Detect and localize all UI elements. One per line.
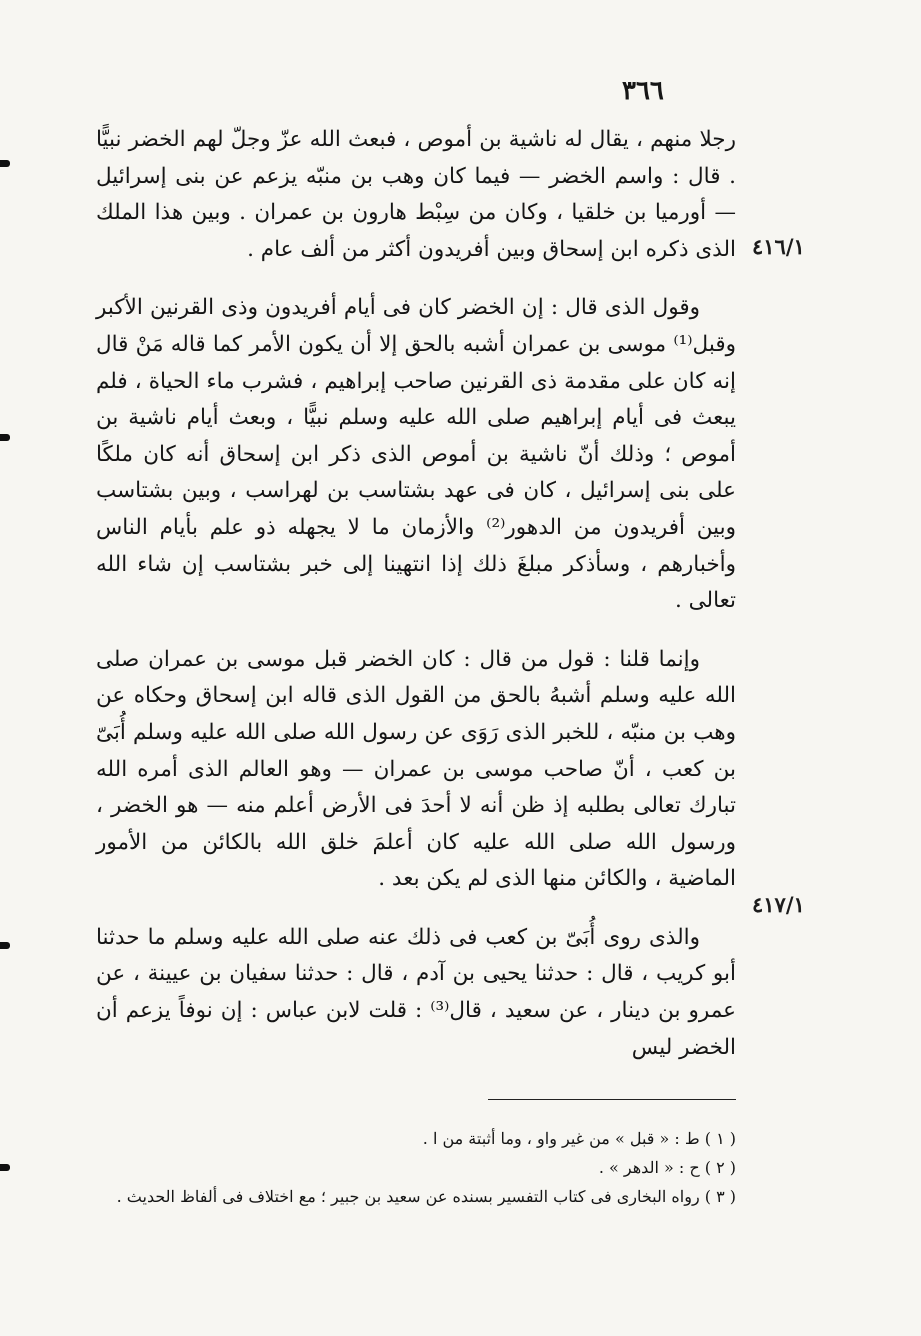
footnote-1: ( ١ ) ط : « قبل » من غير واو ، وما أثبتة من ا . xyxy=(422,1129,736,1148)
page-number: ٣٦٦ xyxy=(622,76,664,106)
footnote-3: ( ٣ ) رواه البخارى فى كتاب التفسير بسنده عن سعيد بن جبير ؛ مع اختلاف فى ألفاظ الحديث . xyxy=(116,1187,736,1206)
main-text xyxy=(96,122,736,1088)
paragraph-1: رجلا منهم ، يقال له ناشية بن أموص ، فبعث الله عزّ وجلّ لهم الخضر نبيًّا . قال : واسم الخضر — فيما كان وهب بن منبّه يزعم عن بنى إسرائيل — أورميا بن خلقيا ، وكان من سِبْط هارون بن عمران . وبين هذا الملك الذى ذكره ابن إسحاق وبين أفريدون أكثر من ألف عام . xyxy=(96,127,736,262)
edge-mark xyxy=(0,160,10,167)
paragraph-3: وإنما قلنا : قول من قال : كان الخضر قبل موسى بن عمران صلى الله عليه وسلم أشبهُ بالحق من القول الذى قاله ابن إسحاق وحكاه عن وهب بن منبّه ، للخبر الذى رَوَى عن رسول الله صلى الله عليه وسلم أُبَىّ بن كعب ، أنّ صاحب موسى بن عمران — وهو العالم الذى أمره الله تبارك تعالى بطلبه إذ ظن أنه لا أحدَ فى الأرض أعلم منه — هو الخضر ، ورسول الله صلى الله عليه كان أعلمَ خلق الله بالكائن من الأمور الماضية ، والكائن منها الذى لم يكن بعد . xyxy=(96,646,736,892)
margin-reference-1: ٤١٦/١ xyxy=(752,234,805,259)
paragraph-2: وقول الذى قال : إن الخضر كان فى أيام أفريدون وذى القرنين الأكبر وقبل⁽¹⁾ موسى بن عمران أشبه بالحق إلا أن يكون الأمر كما قاله مَنْ قال إنه كان على مقدمة ذى القرنين صاحب إبراهيم ، فشرب ماء الحياة ، فلم يبعث فى أيام إبراهيم صلى الله عليه وسلم نبيًّا ، وبعث أيام ناشية بن أموص ؛ وذلك أنّ ناشية بن أموص الذى ذكر ابن إسحاق أنه كان ملكًا على بنى إسرائيل ، كان فى عهد بشتاسب بن لهراسب ، وبين بشتاسب وبين أفريدون من الدهور⁽²⁾ والأزمان ما لا يجهله ذو علم بأيام الناس وأخبارهم ، وسأذكر مبلغَ ذلك إذا انتهينا إلى خبر بشتاسب إن شاء الله تعالى . xyxy=(96,295,736,614)
margin-reference-2: ٤١٧/١ xyxy=(752,892,805,917)
footnote-2: ( ٢ ) ح : « الدهر » . xyxy=(598,1158,736,1177)
edge-mark xyxy=(0,434,10,441)
edge-mark xyxy=(0,942,10,949)
edge-mark xyxy=(0,1164,10,1171)
footnotes xyxy=(104,1124,736,1211)
footnote-separator xyxy=(488,1099,736,1100)
paragraph-4: والذى روى أُبَىّ بن كعب فى ذلك عنه صلى الله عليه وسلم ما حدثنا أبو كريب ، قال : حدثنا يحيى بن آدم ، قال : حدثنا سفيان بن عيينة ، عن عمرو بن دينار ، عن سعيد ، قال⁽³⁾ : قلت لابن عباس : إن نوفاً يزعم أن الخضر ليس xyxy=(96,924,737,1060)
